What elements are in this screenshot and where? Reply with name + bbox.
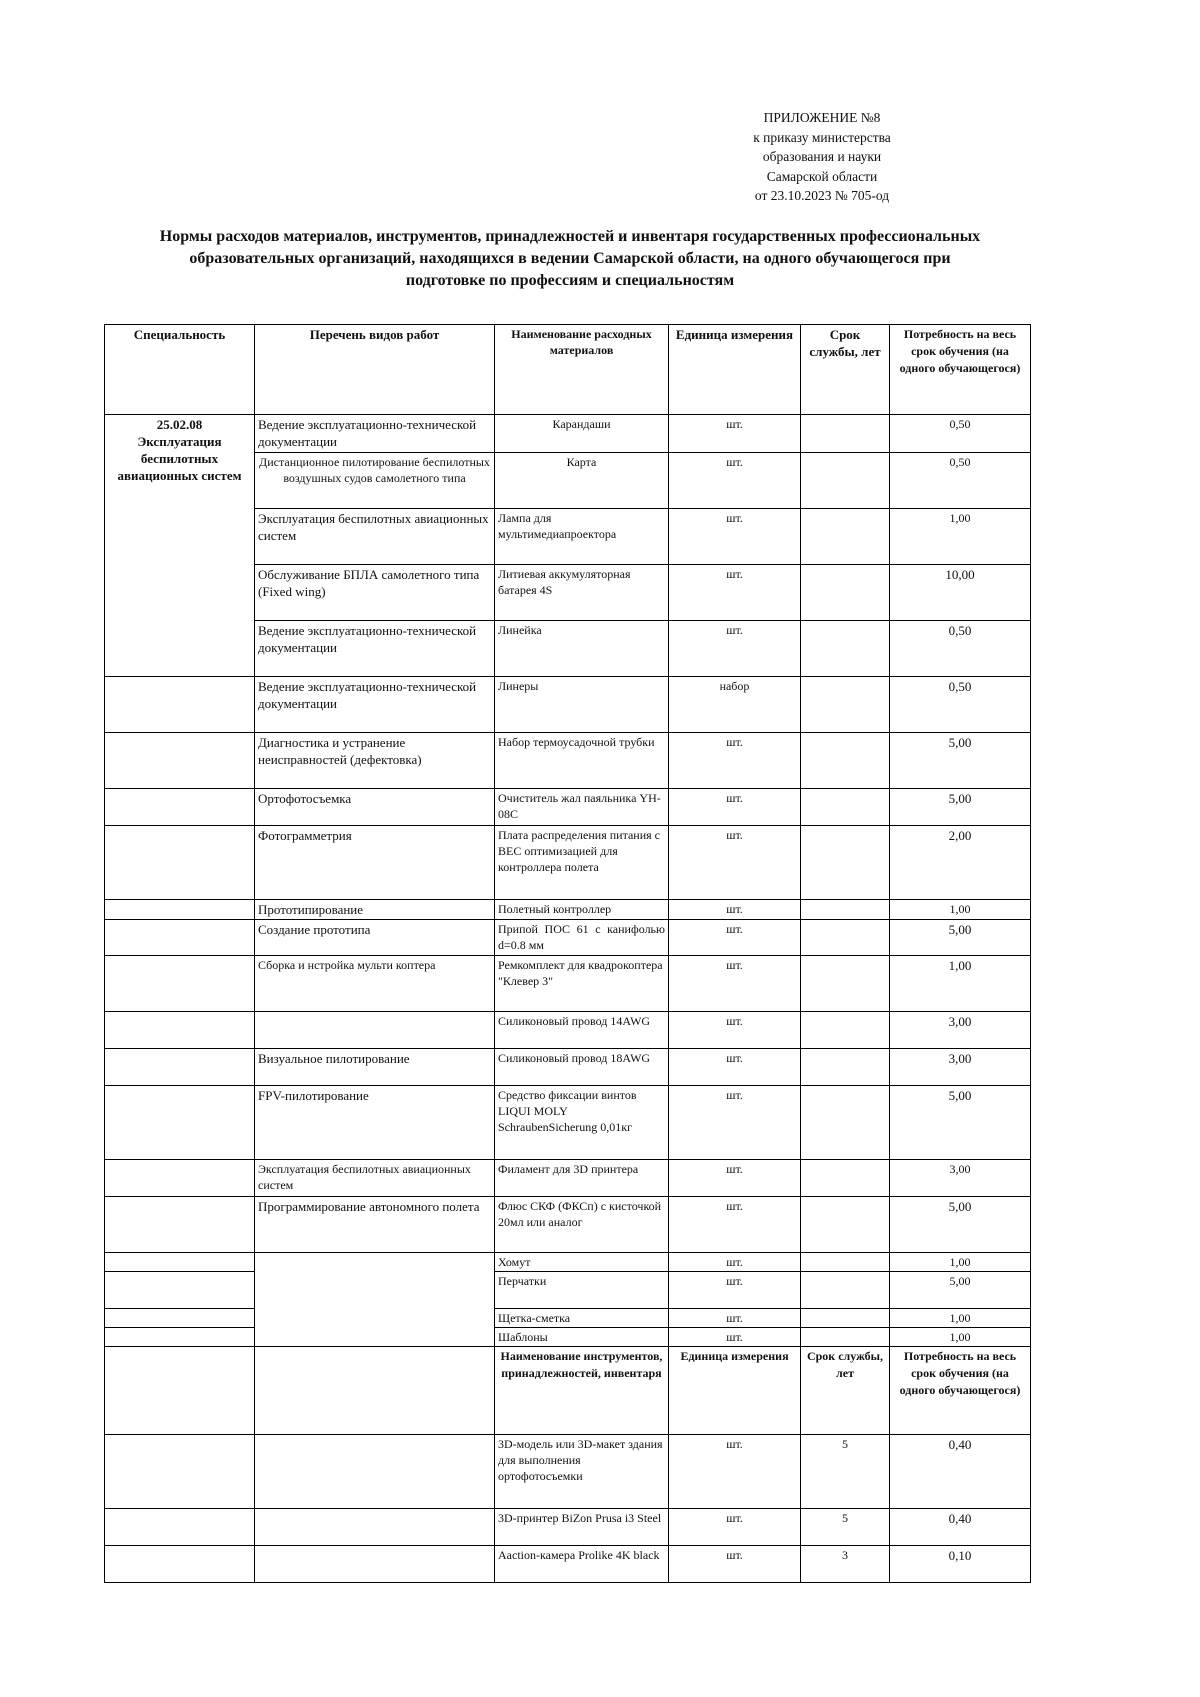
need-cell: 5,00 bbox=[890, 920, 1031, 956]
tools-header-row bbox=[105, 1347, 1031, 1435]
need-cell: 1,00 bbox=[890, 1309, 1031, 1328]
need-cell: 1,00 bbox=[890, 956, 1031, 1012]
unit-cell: шт. bbox=[669, 621, 801, 677]
work-cell bbox=[255, 1253, 495, 1347]
specialty-cell bbox=[105, 1509, 255, 1546]
life-cell bbox=[801, 789, 890, 826]
need-cell: 0,50 bbox=[890, 415, 1031, 453]
need-cell: 0,40 bbox=[890, 1435, 1031, 1509]
tools-header-need: Потребность на весь срок обучения (на одного обучающегося) bbox=[890, 1347, 1031, 1435]
work-cell: Эксплуатация беспилотных авиационных систем bbox=[255, 509, 495, 565]
table-row bbox=[105, 1509, 1031, 1546]
life-cell: 5 bbox=[801, 1435, 890, 1509]
life-cell bbox=[801, 1309, 890, 1328]
header-works: Перечень видов работ bbox=[255, 325, 495, 415]
life-cell bbox=[801, 1086, 890, 1160]
need-cell: 5,00 bbox=[890, 1197, 1031, 1253]
life-cell: 5 bbox=[801, 1509, 890, 1546]
specialty-name: Эксплуатация беспилотных авиационных систем bbox=[117, 434, 242, 483]
material-cell: Полетный контроллер bbox=[495, 900, 669, 920]
work-cell: Фотограмметрия bbox=[255, 826, 495, 900]
material-cell: Линеры bbox=[495, 677, 669, 733]
life-cell bbox=[801, 1160, 890, 1197]
work-cell: Ведение эксплуатационно-технической документации bbox=[255, 415, 495, 453]
specialty-cell bbox=[105, 956, 255, 1012]
need-cell: 3,00 bbox=[890, 1012, 1031, 1049]
table-row bbox=[105, 956, 1031, 1012]
unit-cell: шт. bbox=[669, 509, 801, 565]
table-row bbox=[105, 789, 1031, 826]
annex-line: к приказу министерства bbox=[753, 129, 891, 145]
work-cell bbox=[255, 1435, 495, 1509]
specialty-cell bbox=[105, 1347, 255, 1435]
life-cell bbox=[801, 677, 890, 733]
table-row bbox=[105, 1012, 1031, 1049]
work-cell: FPV-пилотирование bbox=[255, 1086, 495, 1160]
table-row bbox=[105, 1309, 1031, 1328]
need-cell: 0,50 bbox=[890, 621, 1031, 677]
specialty-cell bbox=[105, 826, 255, 900]
material-cell: Силиконовый провод 14AWG bbox=[495, 1012, 669, 1049]
need-cell: 5,00 bbox=[890, 733, 1031, 789]
table-row bbox=[105, 1435, 1031, 1509]
life-cell: 3 bbox=[801, 1546, 890, 1583]
need-cell: 5,00 bbox=[890, 789, 1031, 826]
life-cell bbox=[801, 1197, 890, 1253]
table-row bbox=[105, 733, 1031, 789]
table-row bbox=[105, 1328, 1031, 1347]
unit-cell: набор bbox=[669, 677, 801, 733]
norms-table bbox=[104, 324, 1031, 1583]
need-cell: 2,00 bbox=[890, 826, 1031, 900]
need-cell: 0,40 bbox=[890, 1509, 1031, 1546]
tool-cell: 3D-принтер BiZon Prusa i3 Steel bbox=[495, 1509, 669, 1546]
annex-line: от 23.10.2023 № 705-од bbox=[754, 188, 890, 203]
unit-cell: шт. bbox=[669, 1160, 801, 1197]
unit-cell: шт. bbox=[669, 920, 801, 956]
work-cell bbox=[255, 1509, 495, 1546]
need-cell: 0,10 bbox=[890, 1546, 1031, 1583]
unit-cell: шт. bbox=[669, 956, 801, 1012]
material-cell: Литиевая аккумуляторная батарея 4S bbox=[495, 565, 669, 621]
table-row bbox=[105, 415, 1031, 453]
unit-cell: шт. bbox=[669, 1253, 801, 1272]
life-cell bbox=[801, 565, 890, 621]
unit-cell: шт. bbox=[669, 1049, 801, 1086]
tools-header-item: Наименование инструментов, принадлежностей, инвентаря bbox=[495, 1347, 669, 1435]
table-row bbox=[105, 1197, 1031, 1253]
work-cell: Ортофотосъемка bbox=[255, 789, 495, 826]
work-cell bbox=[255, 1012, 495, 1049]
material-cell: Карта bbox=[495, 453, 669, 509]
material-cell: Щетка-сметка bbox=[495, 1309, 669, 1328]
specialty-cell bbox=[105, 1049, 255, 1086]
life-cell bbox=[801, 415, 890, 453]
unit-cell: шт. bbox=[669, 565, 801, 621]
life-cell bbox=[801, 1328, 890, 1347]
header-need: Потребность на весь срок обучения (на одного обучающегося) bbox=[890, 325, 1031, 415]
title-line: образовательных организаций, находящихся в ведении Самарской области, на одного обучающегося при bbox=[189, 250, 951, 267]
life-cell bbox=[801, 900, 890, 920]
need-cell: 5,00 bbox=[890, 1086, 1031, 1160]
table-row bbox=[105, 1086, 1031, 1160]
header-life: Срок службы, лет bbox=[801, 325, 890, 415]
title-line: подготовке по профессиям и специальностям bbox=[405, 272, 735, 289]
specialty-cell bbox=[105, 1160, 255, 1197]
unit-cell: шт. bbox=[669, 1546, 801, 1583]
specialty-cell bbox=[105, 789, 255, 826]
document-title bbox=[100, 226, 1040, 292]
life-cell bbox=[801, 920, 890, 956]
material-cell: Перчатки bbox=[495, 1272, 669, 1309]
unit-cell: шт. bbox=[669, 1435, 801, 1509]
annex-line: ПРИЛОЖЕНИЕ №8 bbox=[763, 110, 881, 125]
tool-cell: 3D-модель или 3D-макет здания для выполнения ортофотосъемки bbox=[495, 1435, 669, 1509]
need-cell: 3,00 bbox=[890, 1049, 1031, 1086]
unit-cell: шт. bbox=[669, 1012, 801, 1049]
need-cell: 1,00 bbox=[890, 900, 1031, 920]
title-line: Нормы расходов материалов, инструментов, принадлежностей и инвентаря государственных профессиональных bbox=[159, 228, 981, 245]
specialty-cell bbox=[105, 733, 255, 789]
need-cell: 1,00 bbox=[890, 1328, 1031, 1347]
table-row bbox=[105, 920, 1031, 956]
material-cell: Средство фиксации винтов LIQUI MOLY SchraubenSicherung 0,01кг bbox=[495, 1086, 669, 1160]
unit-cell: шт. bbox=[669, 1086, 801, 1160]
header-specialty: Специальность bbox=[105, 325, 255, 415]
work-cell: Диагностика и устранение неисправностей (дефектовка) bbox=[255, 733, 495, 789]
table-row bbox=[105, 1253, 1031, 1272]
unit-cell: шт. bbox=[669, 1309, 801, 1328]
table-header-row bbox=[105, 325, 1031, 415]
header-materials: Наименование расходных материалов bbox=[495, 325, 669, 415]
work-cell: Эксплуатация беспилотных авиационных систем bbox=[255, 1160, 495, 1197]
annex-block bbox=[722, 108, 922, 206]
work-cell bbox=[255, 1546, 495, 1583]
material-cell: Плата распределения питания с BEC оптимизацией для контроллера полета bbox=[495, 826, 669, 900]
table-row bbox=[105, 1272, 1031, 1309]
need-cell: 10,00 bbox=[890, 565, 1031, 621]
material-cell: Линейка bbox=[495, 621, 669, 677]
work-cell: Ведение эксплуатационно-технической документации bbox=[255, 621, 495, 677]
unit-cell: шт. bbox=[669, 453, 801, 509]
specialty-cell bbox=[105, 677, 255, 733]
table-row bbox=[105, 1160, 1031, 1197]
unit-cell: шт. bbox=[669, 1509, 801, 1546]
specialty-code: 25.02.08 bbox=[156, 417, 203, 432]
material-cell: Очиститель жал паяльника YH-08C bbox=[495, 789, 669, 826]
need-cell: 1,00 bbox=[890, 1253, 1031, 1272]
life-cell bbox=[801, 1012, 890, 1049]
specialty-cell bbox=[105, 1012, 255, 1049]
specialty-cell bbox=[105, 1197, 255, 1253]
tool-cell: Aaction-камера Prolike 4K black bbox=[495, 1546, 669, 1583]
work-cell: Создание прототипа bbox=[255, 920, 495, 956]
life-cell bbox=[801, 1049, 890, 1086]
header-unit: Единица измерения bbox=[669, 325, 801, 415]
annex-line: Самарской области bbox=[766, 168, 878, 184]
unit-cell: шт. bbox=[669, 1328, 801, 1347]
unit-cell: шт. bbox=[669, 826, 801, 900]
specialty-cell bbox=[105, 1253, 255, 1272]
work-cell: Дистанционное пилотирование беспилотных воздушных судов самолетного типа bbox=[255, 453, 495, 509]
tools-header-life: Срок службы, лет bbox=[801, 1347, 890, 1435]
specialty-cell bbox=[105, 1309, 255, 1328]
material-cell: Припой ПОС 61 с канифолью d=0.8 мм bbox=[495, 920, 669, 956]
life-cell bbox=[801, 1272, 890, 1309]
table-row bbox=[105, 900, 1031, 920]
specialty-cell bbox=[105, 1546, 255, 1583]
work-cell: Сборка и нстройка мульти коптера bbox=[255, 956, 495, 1012]
table-row bbox=[105, 1546, 1031, 1583]
unit-cell: шт. bbox=[669, 1197, 801, 1253]
unit-cell: шт. bbox=[669, 789, 801, 826]
work-cell: Прототипирование bbox=[255, 900, 495, 920]
unit-cell: шт. bbox=[669, 1272, 801, 1309]
need-cell: 1,00 bbox=[890, 509, 1031, 565]
material-cell: Филамент для 3D принтера bbox=[495, 1160, 669, 1197]
material-cell: Флюс СКФ (ФКСп) с кисточкой 20мл или аналог bbox=[495, 1197, 669, 1253]
unit-cell: шт. bbox=[669, 415, 801, 453]
material-cell: Силиконовый провод 18AWG bbox=[495, 1049, 669, 1086]
table-row bbox=[105, 1049, 1031, 1086]
work-cell bbox=[255, 1347, 495, 1435]
tools-header-unit: Единица измерения bbox=[669, 1347, 801, 1435]
annex-line: образования и науки bbox=[762, 149, 882, 164]
life-cell bbox=[801, 509, 890, 565]
specialty-cell bbox=[105, 1435, 255, 1509]
work-cell: Ведение эксплуатационно-технической документации bbox=[255, 677, 495, 733]
need-cell: 5,00 bbox=[890, 1272, 1031, 1309]
work-cell: Обслуживание БПЛА самолетного типа (Fixed wing) bbox=[255, 565, 495, 621]
specialty-cell bbox=[105, 1086, 255, 1160]
need-cell: 0,50 bbox=[890, 677, 1031, 733]
specialty-cell bbox=[105, 1272, 255, 1309]
life-cell bbox=[801, 621, 890, 677]
material-cell: Ремкомплект для квадрокоптера "Клевер 3" bbox=[495, 956, 669, 1012]
life-cell bbox=[801, 1253, 890, 1272]
table-row bbox=[105, 826, 1031, 900]
unit-cell: шт. bbox=[669, 733, 801, 789]
life-cell bbox=[801, 956, 890, 1012]
life-cell bbox=[801, 826, 890, 900]
table-row bbox=[105, 677, 1031, 733]
material-cell: Набор термоусадочной трубки bbox=[495, 733, 669, 789]
material-cell: Шаблоны bbox=[495, 1328, 669, 1347]
specialty-cell bbox=[105, 920, 255, 956]
specialty-cell bbox=[105, 1328, 255, 1347]
specialty-cell bbox=[105, 415, 255, 677]
need-cell: 3,00 bbox=[890, 1160, 1031, 1197]
material-cell: Лампа для мультимедиапроектора bbox=[495, 509, 669, 565]
material-cell: Карандаши bbox=[495, 415, 669, 453]
work-cell: Визуальное пилотирование bbox=[255, 1049, 495, 1086]
material-cell: Хомут bbox=[495, 1253, 669, 1272]
work-cell: Программирование автономного полета bbox=[255, 1197, 495, 1253]
life-cell bbox=[801, 453, 890, 509]
life-cell bbox=[801, 733, 890, 789]
specialty-cell bbox=[105, 900, 255, 920]
need-cell: 0,50 bbox=[890, 453, 1031, 509]
unit-cell: шт. bbox=[669, 900, 801, 920]
